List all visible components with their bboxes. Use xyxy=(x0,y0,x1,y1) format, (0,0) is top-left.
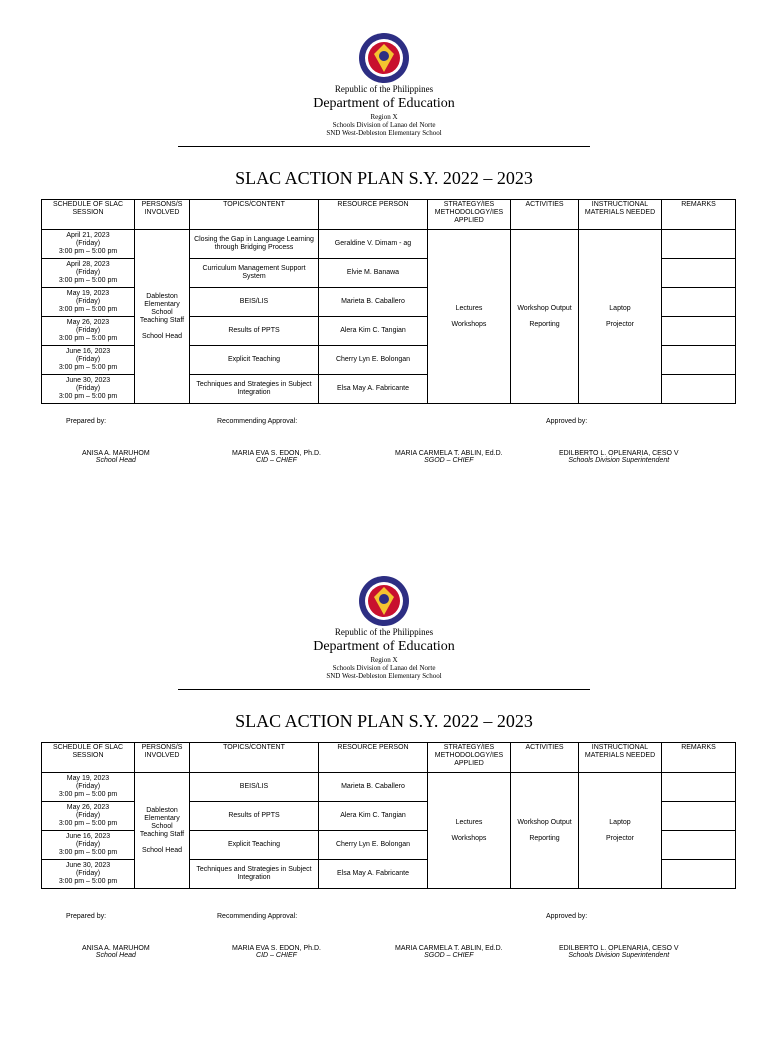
signatory-name: MARIA CARMELA T. ABLIN, Ed.D. xyxy=(395,450,503,457)
header-divider xyxy=(178,689,590,690)
signatory-name: ANISA A. MARUHOM xyxy=(82,450,150,457)
remarks-cell xyxy=(662,317,736,346)
department-line: Department of Education xyxy=(313,639,455,654)
signatory-position: School Head xyxy=(95,457,136,464)
topic-cell: BEIS/LIS xyxy=(190,288,319,317)
signatory-name: EDILBERTO L. OPLENARIA, CESO V xyxy=(559,450,679,457)
signatory-name: MARIA CARMELA T. ABLIN, Ed.D. xyxy=(395,945,503,952)
prepared-label: Prepared by: xyxy=(66,913,107,920)
signatory-name: MARIA EVA S. EDON, Ph.D. xyxy=(232,945,321,952)
schedule-cell: May 19, 2023 (Friday) 3:00 pm – 5:00 pm xyxy=(42,773,135,802)
recommending-label: Recommending Approval: xyxy=(217,418,298,425)
action-plan-table xyxy=(41,742,736,889)
signatory-name: MARIA EVA S. EDON, Ph.D. xyxy=(232,450,321,457)
signatory-position: Schools Division Superintendent xyxy=(568,952,670,959)
schedule-cell: June 16, 2023 (Friday) 3:00 pm – 5:00 pm xyxy=(42,346,135,375)
signatory-cid-chief xyxy=(232,945,321,959)
topic-cell: Curriculum Management Support System xyxy=(190,259,319,288)
prepared-label: Prepared by: xyxy=(66,418,107,425)
table-row xyxy=(42,773,736,802)
remarks-cell xyxy=(662,288,736,317)
schedule-cell: May 19, 2023 (Friday) 3:00 pm – 5:00 pm xyxy=(42,288,135,317)
approved-label: Approved by: xyxy=(546,418,588,425)
plan-page-2 xyxy=(0,543,768,1055)
table-header-row xyxy=(42,743,736,773)
signatory-position: CID – CHIEF xyxy=(256,952,297,959)
resource-person-cell: Cherry Lyn E. Bolongan xyxy=(319,831,428,860)
activities-cell: Workshop Output Reporting xyxy=(511,773,579,889)
page-title: SLAC ACTION PLAN S.Y. 2022 – 2023 xyxy=(235,168,533,188)
signatory-school-head xyxy=(82,450,150,464)
recommending-label: Recommending Approval: xyxy=(217,913,298,920)
signatory-position: SGOD – CHIEF xyxy=(424,457,474,464)
topic-cell: Techniques and Strategies in Subject Integration xyxy=(190,375,319,404)
republic-line: Republic of the Philippines xyxy=(334,627,434,637)
deped-seal-icon xyxy=(358,32,410,84)
resource-person-cell: Marieta B. Caballero xyxy=(319,773,428,802)
remarks-cell xyxy=(662,773,736,802)
approved-label: Approved by: xyxy=(546,913,588,920)
col-header-remarks: REMARKS xyxy=(662,743,736,773)
col-header-persons: PERSONS/S INVOLVED xyxy=(135,200,190,230)
schedule-cell: June 30, 2023 (Friday) 3:00 pm – 5:00 pm xyxy=(42,860,135,889)
topic-cell: BEIS/LIS xyxy=(190,773,319,802)
division-line: Schools Division of Lanao del Norte xyxy=(332,121,436,129)
republic-line: Republic of the Philippines xyxy=(334,84,434,94)
topic-cell: Results of PPTS xyxy=(190,802,319,831)
col-header-activities: ACTIVITIES xyxy=(511,200,579,230)
remarks-cell xyxy=(662,259,736,288)
col-header-schedule: SCHEDULE OF SLAC SESSION xyxy=(42,200,135,230)
signatory-cid-chief xyxy=(232,450,321,464)
topic-cell: Explicit Teaching xyxy=(190,346,319,375)
remarks-cell xyxy=(662,860,736,889)
col-header-schedule: SCHEDULE OF SLAC SESSION xyxy=(42,743,135,773)
department-line: Department of Education xyxy=(313,96,455,111)
deped-seal-icon xyxy=(358,575,410,627)
remarks-cell xyxy=(662,375,736,404)
topic-cell: Techniques and Strategies in Subject Integration xyxy=(190,860,319,889)
persons-cell: Dableston Elementary School Teaching Staff School Head xyxy=(135,773,190,889)
signatory-superintendent xyxy=(559,945,679,959)
remarks-cell xyxy=(662,346,736,375)
col-header-materials: INSTRUCTIONAL MATERIALS NEEDED xyxy=(579,743,662,773)
resource-person-cell: Cherry Lyn E. Bolongan xyxy=(319,346,428,375)
topic-cell: Closing the Gap in Language Learning through Bridging Process xyxy=(190,230,319,259)
col-header-materials: INSTRUCTIONAL MATERIALS NEEDED xyxy=(579,200,662,230)
resource-person-cell: Alera Kim C. Tangian xyxy=(319,802,428,831)
resource-person-cell: Elsa May A. Fabricante xyxy=(319,860,428,889)
signatory-name: EDILBERTO L. OPLENARIA, CESO V xyxy=(559,945,679,952)
persons-cell: Dableston Elementary School Teaching Staff School Head xyxy=(135,230,190,404)
signatory-school-head xyxy=(82,945,150,959)
signatory-superintendent xyxy=(559,450,679,464)
materials-cell: Laptop Projector xyxy=(579,773,662,889)
schedule-cell: April 21, 2023 (Friday) 3:00 pm – 5:00 pm xyxy=(42,230,135,259)
resource-person-cell: Marieta B. Caballero xyxy=(319,288,428,317)
signatory-position: SGOD – CHIEF xyxy=(424,952,474,959)
col-header-topics: TOPICS/CONTENT xyxy=(190,743,319,773)
col-header-remarks: REMARKS xyxy=(662,200,736,230)
signatory-position: Schools Division Superintendent xyxy=(568,457,670,464)
col-header-activities: ACTIVITIES xyxy=(511,743,579,773)
resource-person-cell: Elvie M. Banawa xyxy=(319,259,428,288)
school-line: SND West-Debleston Elementary School xyxy=(326,672,442,680)
strategy-cell: Lectures Workshops xyxy=(428,773,511,889)
action-plan-table xyxy=(41,199,736,404)
division-line: Schools Division of Lanao del Norte xyxy=(332,664,436,672)
col-header-strategy: STRATEGY/IES METHODOLOGY/IES APPLIED xyxy=(428,743,511,773)
col-header-persons: PERSONS/S INVOLVED xyxy=(135,743,190,773)
resource-person-cell: Geraldine V. Dimam - ag xyxy=(319,230,428,259)
signatory-sgod-chief xyxy=(395,945,503,959)
materials-cell: Laptop Projector xyxy=(579,230,662,404)
page-title: SLAC ACTION PLAN S.Y. 2022 – 2023 xyxy=(235,711,533,731)
signatory-position: School Head xyxy=(95,952,136,959)
plan-page-1 xyxy=(0,0,768,512)
strategy-cell: Lectures Workshops xyxy=(428,230,511,404)
col-header-resource: RESOURCE PERSON xyxy=(319,200,428,230)
signatory-sgod-chief xyxy=(395,450,503,464)
remarks-cell xyxy=(662,230,736,259)
region-line: Region X xyxy=(370,113,398,121)
topic-cell: Results of PPTS xyxy=(190,317,319,346)
signatory-name: ANISA A. MARUHOM xyxy=(82,945,150,952)
schedule-cell: April 28, 2023 (Friday) 3:00 pm – 5:00 pm xyxy=(42,259,135,288)
schedule-cell: May 26, 2023 (Friday) 3:00 pm – 5:00 pm xyxy=(42,802,135,831)
table-row xyxy=(42,230,736,259)
table-header-row xyxy=(42,200,736,230)
region-line: Region X xyxy=(370,656,398,664)
resource-person-cell: Alera Kim C. Tangian xyxy=(319,317,428,346)
schedule-cell: June 30, 2023 (Friday) 3:00 pm – 5:00 pm xyxy=(42,375,135,404)
schedule-cell: June 16, 2023 (Friday) 3:00 pm – 5:00 pm xyxy=(42,831,135,860)
signatory-position: CID – CHIEF xyxy=(256,457,297,464)
resource-person-cell: Elsa May A. Fabricante xyxy=(319,375,428,404)
header-divider xyxy=(178,146,590,147)
remarks-cell xyxy=(662,831,736,860)
col-header-topics: TOPICS/CONTENT xyxy=(190,200,319,230)
activities-cell: Workshop Output Reporting xyxy=(511,230,579,404)
topic-cell: Explicit Teaching xyxy=(190,831,319,860)
schedule-cell: May 26, 2023 (Friday) 3:00 pm – 5:00 pm xyxy=(42,317,135,346)
school-line: SND West-Debleston Elementary School xyxy=(326,129,442,137)
col-header-strategy: STRATEGY/IES METHODOLOGY/IES APPLIED xyxy=(428,200,511,230)
col-header-resource: RESOURCE PERSON xyxy=(319,743,428,773)
remarks-cell xyxy=(662,802,736,831)
